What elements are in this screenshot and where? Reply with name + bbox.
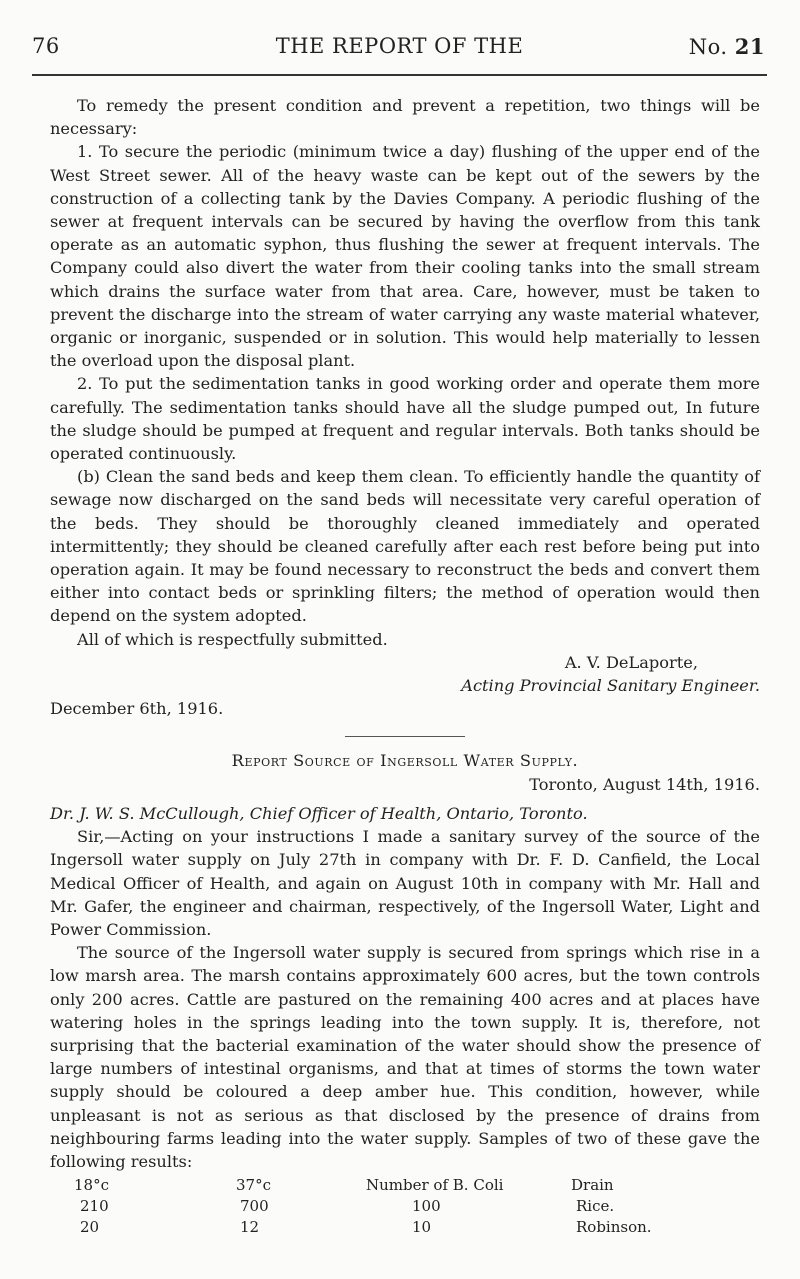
table-row <box>50 1196 760 1217</box>
signature-title: Acting Provincial Sanitary Engineer. <box>461 676 760 696</box>
dateline: Toronto, August 14th, 1916. <box>529 774 760 794</box>
paragraph-intro: To remedy the present condition and prevent a repetition, two things will be necessary: <box>50 96 760 139</box>
table-cell: 100 <box>412 1197 441 1216</box>
page-number: 76 <box>32 34 60 58</box>
table-cell: 12 <box>240 1218 260 1237</box>
section-heading: Report Source of Ingersoll Water Supply. <box>231 751 579 771</box>
paragraph-point-2: 2. To put the sedimentation tanks in good working order and operate them more carefully. The sedimentation tanks should have all the sludge pumped out, In future the sludge should be pumped at frequent and regular intervals. Both tanks should be operated continuously. <box>50 374 760 464</box>
table-header: 18°c <box>74 1176 109 1195</box>
addressee: Dr. J. W. S. McCullough, Chief Officer of Health, Ontario, Toronto. <box>50 803 588 823</box>
paragraph-source: The source of the Ingersoll water supply is secured from springs which rise in a low marsh area. The marsh contains approximately 600 acres, but the town controls only 200 acres. Cattle are pastured on the remaining 400 acres and at places have watering holes in the springs leading into the town supply. It is, therefore, not surprising that the bacterial examination of the water should show the presence of large numbers of intestinal organisms, and that at times of storms the town water supply should be coloured a deep amber hue. This condition, however, while unpleasant is not as serious as that disclosed by the presence of drains from neighbouring farms leading into the water supply. Samples of two of these gave the following results: <box>50 943 760 1171</box>
section-divider <box>345 736 465 737</box>
paragraph-salutation: Sir,—Acting on your instructions I made a sanitary survey of the source of the Ingersoll water supply on July 27th in company with Dr. F. D. Canfield, the Local Medical Officer of Health, and again on August 10th in company with Mr. Hall and Mr. Gafer, the engineer and chairman, respectively, of the Ingersoll Water, Light and Power Commission. <box>50 827 760 939</box>
paragraph-point-1: 1. To secure the periodic (minimum twice a day) flushing of the upper end of the West Street sewer. All of the heavy waste can be kept out of the sewers by the construction of a collecting tank by the Davies Company. A periodic flushing of the sewer at frequent intervals can be secured by having the overflow from this tank operate as an automatic syphon, thus flushing the sewer at frequent intervals. The Company could also divert the water from their cooling tanks into the small stream which drains the surface water from that area. Care, however, must be taken to prevent the discharge into the stream of water carrying any waste material whatever, organic or inorganic, suspended or in solution. This would help materially to lessen the overload upon the disposal plant. <box>50 142 760 371</box>
table-cell: 20 <box>80 1218 100 1237</box>
table-row <box>50 1217 760 1238</box>
table-header-row <box>50 1175 760 1196</box>
page-header <box>32 34 767 76</box>
table-cell: 700 <box>240 1197 269 1216</box>
table-cell: 210 <box>80 1197 109 1216</box>
table-header: Drain <box>571 1176 614 1195</box>
table-cell: Rice. <box>576 1197 615 1216</box>
report-number: No. 21 <box>688 34 765 59</box>
table-header: 37°c <box>236 1176 271 1195</box>
table-header: Number of B. Coli <box>366 1176 504 1195</box>
paragraph-closing: All of which is respectfully submitted. <box>77 629 388 649</box>
table-cell: 10 <box>412 1218 432 1237</box>
paragraph-point-b: (b) Clean the sand beds and keep them clean. To efficiently handle the quantity of sewage now discharged on the sand beds will necessitate very careful operation of the beds. They should be thoroughly cleaned immediately and operated intermittently; they should be cleaned carefully after each rest before being put into operation again. It may be found necessary to reconstruct the beds and convert them either into contact beds or sprinkling filters; the method of operation would then depend on the system adopted. <box>50 467 760 626</box>
results-table <box>50 1175 760 1238</box>
page-body <box>50 94 760 1238</box>
signature-name: A. V. DeLaporte, <box>564 652 698 672</box>
table-cell: Robinson. <box>576 1218 652 1237</box>
running-title: THE REPORT OF THE <box>275 34 524 58</box>
signature-date: December 6th, 1916. <box>50 699 224 719</box>
